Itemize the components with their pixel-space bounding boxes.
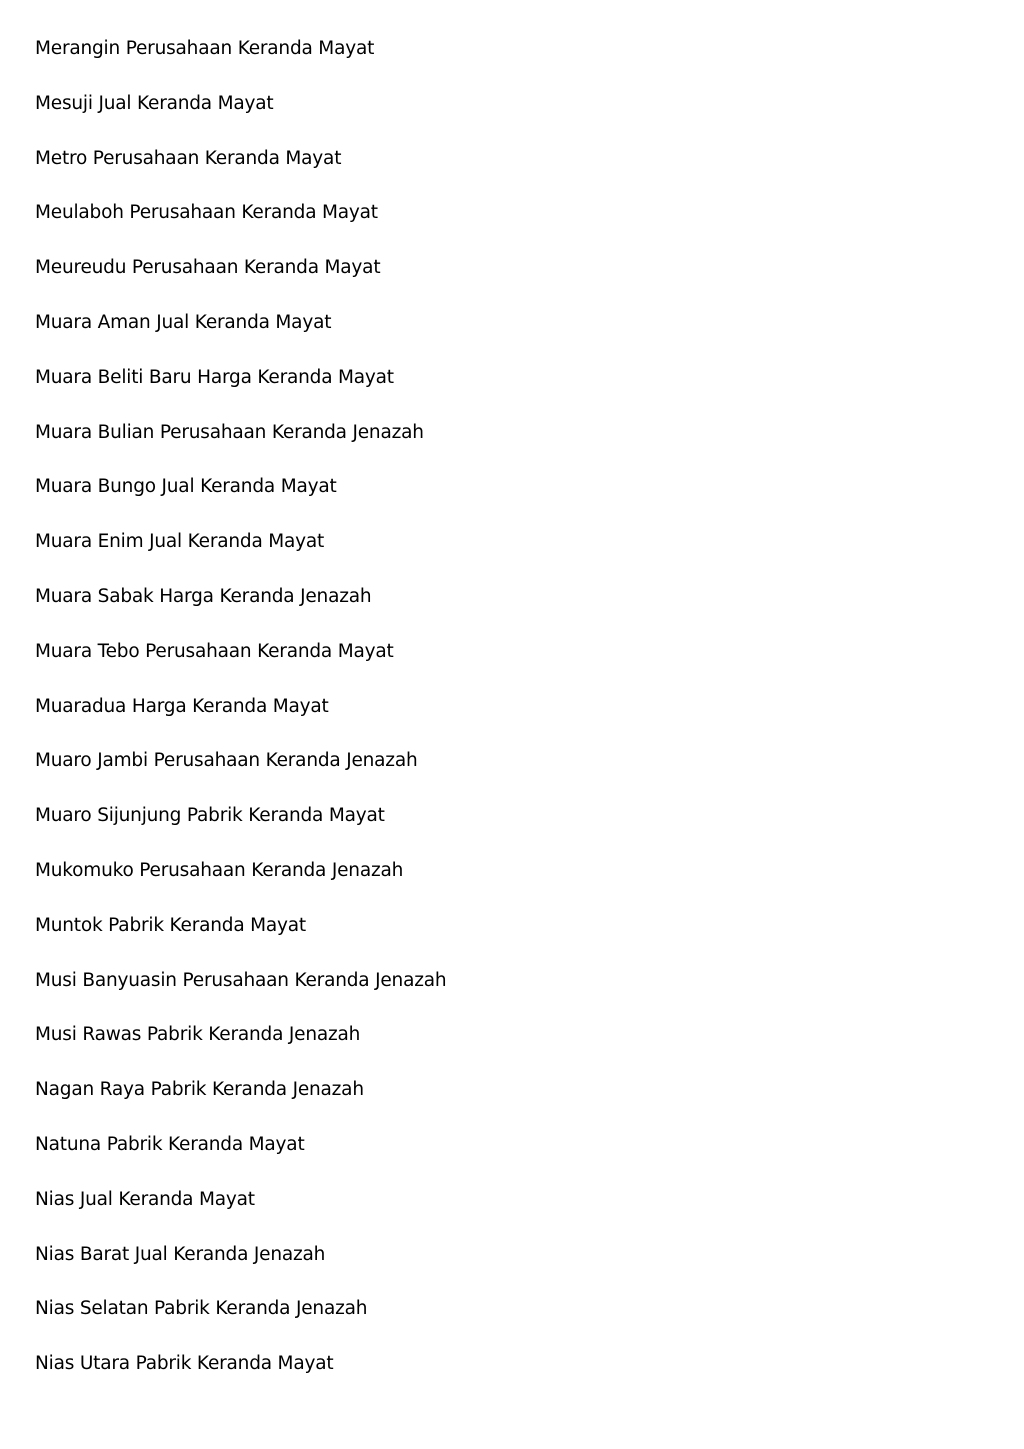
text-line: Merangin Perusahaan Keranda Mayat (35, 38, 375, 59)
text-line: Muntok Pabrik Keranda Mayat (35, 914, 306, 936)
text-line: Muaro Sijunjung Pabrik Keranda Mayat (35, 805, 385, 827)
text-line: Nagan Raya Pabrik Keranda Jenazah (35, 1079, 364, 1101)
text-line: Muara Enim Jual Keranda Mayat (35, 531, 325, 553)
text-line: Nias Jual Keranda Mayat (35, 1188, 255, 1210)
text-line: Natuna Pabrik Keranda Mayat (35, 1133, 305, 1155)
text-line: Mukomuko Perusahaan Keranda Jenazah (35, 859, 404, 881)
text-line: Muara Tebo Perusahaan Keranda Mayat (35, 640, 394, 662)
text-line-list (35, 38, 446, 1408)
text-line: Muaro Jambi Perusahaan Keranda Jenazah (35, 750, 418, 772)
text-line: Metro Perusahaan Keranda Mayat (35, 147, 342, 169)
text-line: Muara Bungo Jual Keranda Mayat (35, 476, 337, 498)
text-line: Meulaboh Perusahaan Keranda Mayat (35, 202, 378, 224)
text-line: Nias Utara Pabrik Keranda Mayat (35, 1353, 334, 1375)
text-line: Muara Sabak Harga Keranda Jenazah (35, 585, 372, 607)
text-line: Nias Barat Jual Keranda Jenazah (35, 1243, 326, 1265)
text-line: Meureudu Perusahaan Keranda Mayat (35, 257, 381, 279)
text-line: Muaradua Harga Keranda Mayat (35, 695, 329, 717)
text-line: Muara Bulian Perusahaan Keranda Jenazah (35, 421, 424, 443)
text-line: Muara Beliti Baru Harga Keranda Mayat (35, 366, 394, 388)
text-line: Musi Rawas Pabrik Keranda Jenazah (35, 1024, 361, 1046)
text-line: Musi Banyuasin Perusahaan Keranda Jenazah (35, 969, 447, 991)
text-line: Mesuji Jual Keranda Mayat (35, 92, 274, 114)
text-line: Nias Selatan Pabrik Keranda Jenazah (35, 1298, 368, 1320)
text-line: Muara Aman Jual Keranda Mayat (35, 311, 332, 333)
